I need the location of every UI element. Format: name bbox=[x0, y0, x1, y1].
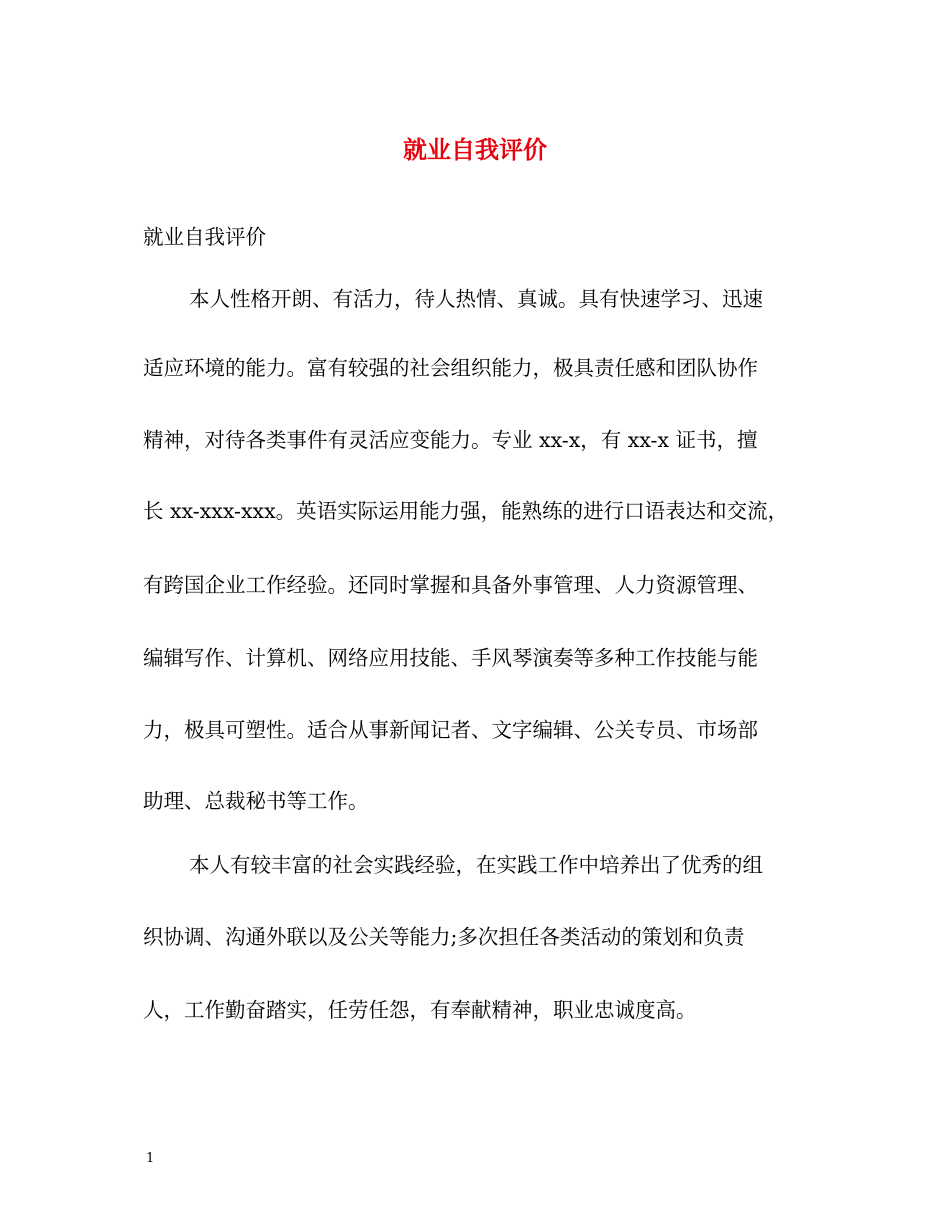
paragraph-1-line-3: 精神，对待各类事件有灵活应变能力。专业 xx-x，有 xx-x 证书，擅 bbox=[143, 428, 758, 452]
paragraph-2-line-2: 织协调、沟通外联以及公关等能力;多次担任各类活动的策划和负责 bbox=[143, 925, 745, 949]
section-heading: 就业自我评价 bbox=[143, 225, 266, 249]
paragraph-1-line-5: 有跨国企业工作经验。还同时掌握和具备外事管理、人力资源管理、 bbox=[143, 573, 758, 597]
paragraph-1-line-1: 本人性格开朗、有活力，待人热情、真诚。具有快速学习、迅速 bbox=[189, 287, 763, 311]
paragraph-1-line-4: 长 xx-xxx-xxx。英语实际运用能力强，能熟练的进行口语表达和交流， bbox=[143, 499, 789, 523]
page-title: 就业自我评价 bbox=[403, 135, 547, 164]
paragraph-2-line-1: 本人有较丰富的社会实践经验，在实践工作中培养出了优秀的组 bbox=[189, 853, 763, 877]
paragraph-1-line-2: 适应环境的能力。富有较强的社会组织能力，极具责任感和团队协作 bbox=[143, 356, 758, 380]
paragraph-1-line-6: 编辑写作、计算机、网络应用技能、手风琴演奏等多种工作技能与能 bbox=[143, 646, 758, 670]
paragraph-1-line-8: 助理、总裁秘书等工作。 bbox=[143, 789, 369, 813]
paragraph-1-line-7: 力，极具可塑性。适合从事新闻记者、文字编辑、公关专员、市场部 bbox=[143, 718, 758, 742]
paragraph-2-line-3: 人，工作勤奋踏实，任劳任怨，有奉献精神，职业忠诚度高。 bbox=[143, 998, 697, 1022]
page-number: 1 bbox=[146, 1151, 155, 1166]
